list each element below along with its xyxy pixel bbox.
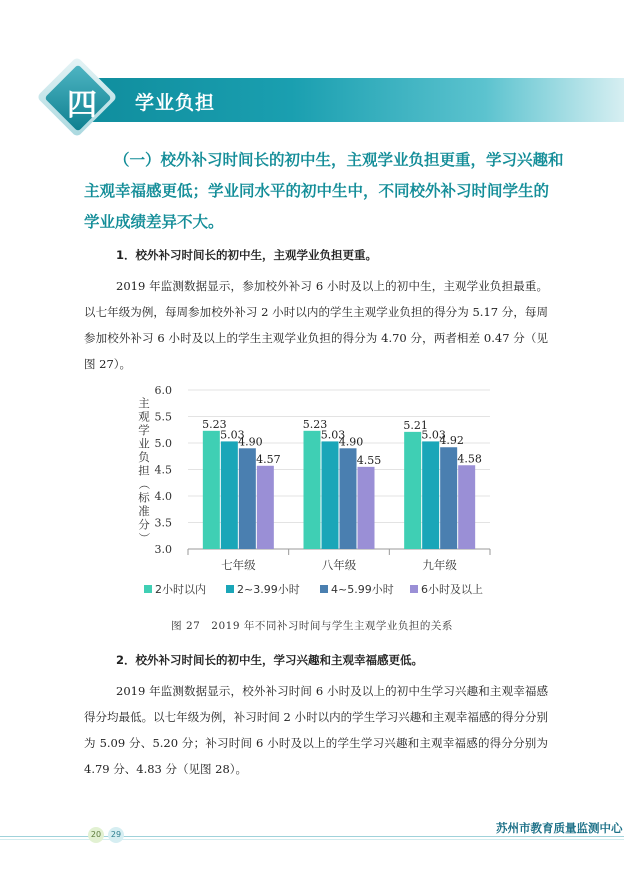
bar — [257, 466, 274, 549]
bar — [239, 448, 256, 549]
y-tick-label: 4.5 — [154, 463, 172, 477]
x-category-label: 八年级 — [321, 558, 357, 572]
y-axis-label-char: 业 — [138, 436, 150, 451]
page-number-left: 20 — [88, 827, 104, 843]
y-tick-label: 5.5 — [154, 410, 172, 424]
bar-value-label: 4.58 — [457, 452, 482, 466]
chapter-header — [0, 68, 624, 130]
bar-value-label: 5.03 — [220, 428, 245, 442]
y-tick-label: 3.0 — [154, 543, 172, 556]
y-axis-label-char: 准 — [138, 504, 150, 518]
bar — [322, 441, 339, 549]
bar-value-label: 5.21 — [403, 418, 428, 432]
y-axis-label-char: 学 — [138, 423, 150, 437]
y-tick-label: 6.0 — [154, 384, 172, 397]
x-category-label: 七年级 — [221, 558, 256, 572]
legend-swatch — [144, 585, 152, 593]
bar — [422, 441, 439, 549]
y-axis-label-char: 主 — [138, 396, 150, 410]
footer-organization: 苏州市教育质量监测中心 — [496, 821, 623, 835]
chapter-number: 四 — [67, 88, 97, 123]
paragraph-2: 2019 年监测数据显示，校外补习时间 6 小时及以上的初中生学习兴趣和主观幸福感得分均最低。以七年级为例，补习时间 2 小时以内的学生学习兴趣和主观幸福感的得分分别为 5.09 分、5.20 分；补习时间 6 小时及以上的学生学习兴趣和主观幸福感的得分分别为 4.79 分、4.83 分（见图 28）。 — [84, 684, 548, 776]
legend-swatch — [320, 585, 328, 593]
y-axis-label-char: 观 — [138, 409, 150, 424]
bar-value-label: 5.23 — [202, 417, 227, 431]
bar — [304, 431, 321, 549]
bar-value-label: 4.92 — [439, 434, 464, 448]
bar-chart — [130, 383, 500, 608]
bar — [404, 432, 421, 549]
bar-value-label: 5.03 — [421, 428, 446, 442]
legend-label: 2小时以内 — [155, 583, 206, 596]
legend-label: 6小时及以上 — [421, 583, 483, 596]
y-tick-label: 3.5 — [154, 516, 172, 530]
bar — [358, 467, 375, 549]
bar-value-label: 4.57 — [256, 452, 281, 466]
bar-value-label: 4.90 — [238, 435, 263, 449]
bar-value-label: 4.55 — [356, 453, 382, 467]
y-tick-label: 5.0 — [154, 437, 172, 450]
bar-value-label: 5.03 — [320, 428, 346, 442]
x-category-label: 九年级 — [422, 558, 457, 572]
bar-value-label: 5.23 — [302, 417, 328, 431]
legend-label: 4~5.99小时 — [331, 583, 394, 596]
section-heading: （一）校外补习时间长的初中生，主观学业负担更重，学习兴趣和主观幸福感更低；学业同水平的初中生中，不同校外补习时间学生的学业成绩差异不大。 — [84, 151, 564, 231]
y-axis-label-char: 分 — [138, 517, 150, 532]
sub-heading-2: 2．校外补习时间长的初中生，学习兴趣和主观幸福感更低。 — [116, 653, 423, 667]
chapter-title: 学业负担 — [135, 92, 216, 114]
y-tick-label: 4.0 — [154, 490, 172, 503]
bar — [458, 465, 475, 549]
y-axis-label-char: ） — [137, 532, 151, 544]
y-axis-label-char: （ — [137, 478, 151, 490]
y-axis-label-char: 担 — [138, 463, 150, 478]
sub-heading-1: 1．校外补习时间长的初中生，主观学业负担更重。 — [116, 248, 377, 262]
y-axis-label-char: 负 — [138, 450, 150, 464]
bar — [340, 448, 357, 549]
legend-swatch — [226, 585, 234, 593]
legend-swatch — [410, 585, 418, 593]
bar — [221, 441, 238, 549]
figure-caption: 图 27 2019 年不同补习时间与学生主观学业负担的关系 — [171, 620, 453, 632]
paragraph-1: 2019 年监测数据显示，参加校外补习 6 小时及以上的初中生，主观学业负担最重。以七年级为例，每周参加校外补习 2 小时以内的学生主观学业负担的得分为 5.17 分，每周参加校外补习 6 小时及以上的学生主观学业负担的得分为 4.70 分，两者相差 0.47 分（见图 27）。 — [84, 279, 548, 371]
y-axis-label-char: 标 — [138, 490, 150, 505]
bar — [440, 447, 457, 549]
bar-chart-svg — [130, 383, 500, 608]
page-number-right: 29 — [108, 827, 124, 843]
legend-label: 2~3.99小时 — [237, 583, 300, 596]
bar-value-label: 4.90 — [338, 435, 364, 449]
bar — [203, 431, 220, 549]
